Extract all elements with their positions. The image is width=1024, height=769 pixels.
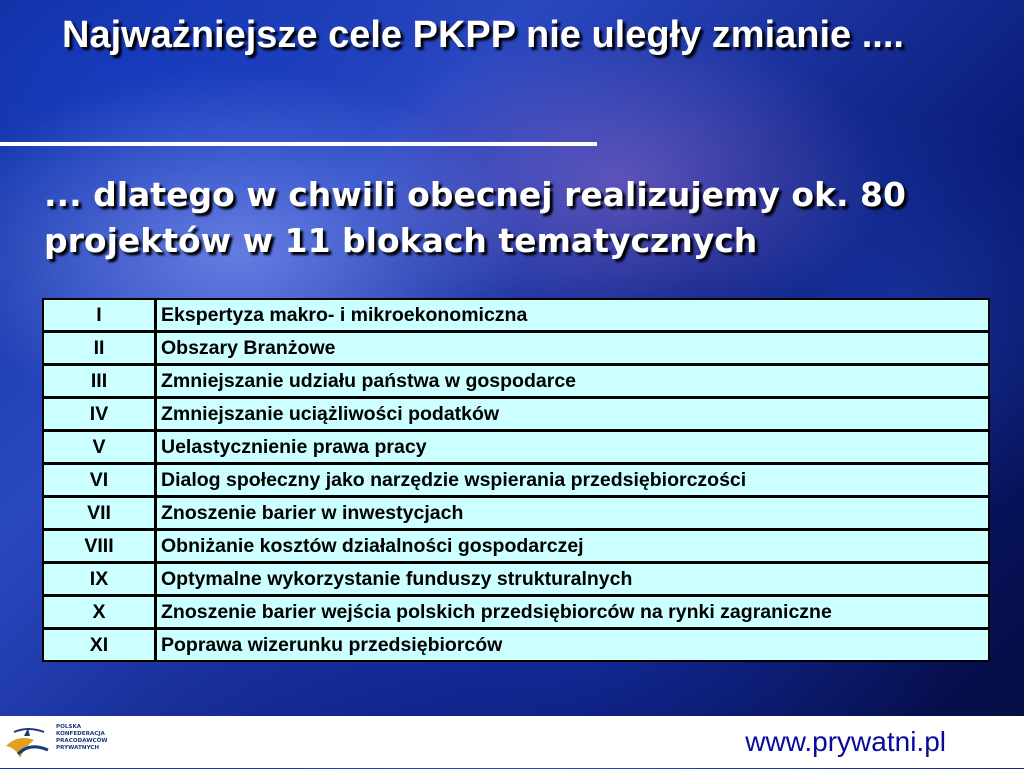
row-number: VIII — [44, 531, 157, 561]
row-number: IV — [44, 399, 157, 429]
row-label: Uelastycznienie prawa pracy — [157, 432, 988, 462]
row-number: I — [44, 300, 157, 330]
table-row — [44, 630, 988, 660]
row-label: Zmniejszanie udziału państwa w gospodarce — [157, 366, 988, 396]
row-number: VII — [44, 498, 157, 528]
row-number: II — [44, 333, 157, 363]
pkpp-logo — [4, 724, 114, 764]
row-number: X — [44, 597, 157, 627]
row-number: XI — [44, 630, 157, 660]
table-row — [44, 498, 988, 528]
table-row — [44, 399, 988, 429]
row-number: IX — [44, 564, 157, 594]
row-number: V — [44, 432, 157, 462]
row-label: Ekspertyza makro- i mikroekonomiczna — [157, 300, 988, 330]
row-label: Obniżanie kosztów działalności gospodarczej — [157, 531, 988, 561]
row-label: Znoszenie barier wejścia polskich przedsiębiorców na rynki zagraniczne — [157, 597, 988, 627]
table-row — [44, 366, 988, 396]
table-row — [44, 564, 988, 594]
row-label: Obszary Branżowe — [157, 333, 988, 363]
row-number: III — [44, 366, 157, 396]
slide-subtitle: ... dlatego w chwili obecnej realizujemy ok. 80 projektów w 11 blokach tematycznych — [44, 175, 906, 260]
pkpp-emblem-icon — [4, 724, 54, 764]
row-number: VI — [44, 465, 157, 495]
table-row — [44, 300, 988, 330]
row-label: Poprawa wizerunku przedsiębiorców — [157, 630, 988, 660]
table-row — [44, 531, 988, 561]
table-row — [44, 432, 988, 462]
row-label: Optymalne wykorzystanie funduszy strukturalnych — [157, 564, 988, 594]
row-label: Dialog społeczny jako narzędzie wspierania przedsiębiorczości — [157, 465, 988, 495]
title-underline — [0, 142, 597, 146]
row-label: Znoszenie barier w inwestycjach — [157, 498, 988, 528]
slide-title: Najważniejsze cele PKPP nie uległy zmianie .... — [62, 14, 904, 56]
logo-wordmark: POLSKA KONFEDERACJA PRACODAWCÓW PRYWATNYCH — [56, 724, 108, 751]
table-row — [44, 333, 988, 363]
table-row — [44, 465, 988, 495]
row-label: Zmniejszanie uciążliwości podatków — [157, 399, 988, 429]
footer-bar — [0, 716, 1024, 768]
website-url[interactable]: www.prywatni.pl — [745, 726, 946, 757]
table-row — [44, 597, 988, 627]
projects-table — [42, 298, 990, 662]
